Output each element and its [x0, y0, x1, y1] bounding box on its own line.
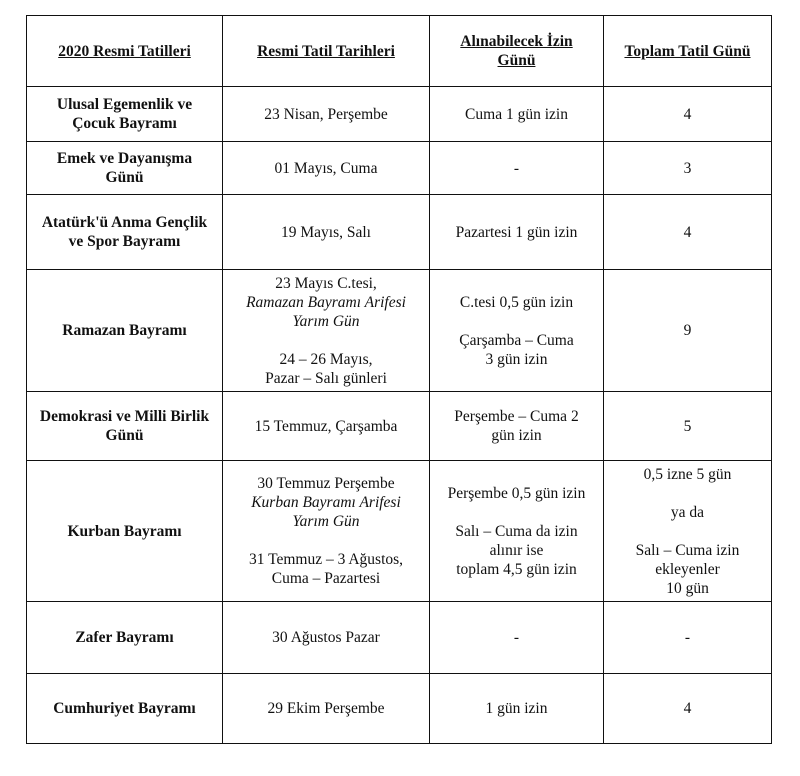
holiday-date-text: 30 Ağustos Pazar	[272, 629, 380, 646]
total-days-cell	[604, 270, 772, 392]
header-leave-days	[430, 16, 604, 87]
holiday-name-text: Atatürk'ü Anma Gençlik	[41, 214, 208, 231]
header-dates: Resmi Tatil Tarihleri	[223, 16, 430, 87]
total-days-text: 4	[683, 700, 692, 717]
holiday-table	[26, 15, 772, 744]
total-days-text: 0,5 izne 5 gün	[643, 465, 732, 483]
leave-days-text: Salı – Cuma da izin	[455, 522, 578, 540]
holiday-name-text: Günü	[105, 169, 144, 186]
leave-days-text: Çarşamba – Cuma	[459, 331, 574, 349]
table-row	[27, 602, 772, 674]
header-total-days: Toplam Tatil Günü	[604, 16, 772, 87]
table-row	[27, 87, 772, 142]
leave-days-cell	[430, 461, 604, 602]
leave-days-text: 1 gün izin	[485, 700, 548, 717]
leave-days-cell	[430, 87, 604, 142]
holiday-date-text: 30 Temmuz Perşembe	[257, 475, 395, 492]
holiday-name-cell	[27, 674, 223, 744]
header-leave-days-text: Alınabilecek İzin Günü	[460, 33, 573, 69]
leave-days-cell	[430, 674, 604, 744]
leave-days-cell	[430, 195, 604, 270]
holiday-name-text: ve Spor Bayramı	[68, 233, 181, 250]
header-holidays: 2020 Resmi Tatilleri	[27, 16, 223, 87]
holiday-name-text: Ulusal Egemenlik ve	[56, 96, 193, 113]
total-days-cell	[604, 602, 772, 674]
leave-days-text: Perşembe 0,5 gün izin	[447, 484, 586, 502]
holiday-name-text: Günü	[105, 427, 144, 444]
holiday-date-cell	[223, 392, 430, 461]
holiday-name-cell	[27, 195, 223, 270]
table-row	[27, 270, 772, 392]
holiday-name-cell	[27, 270, 223, 392]
table-row	[27, 674, 772, 744]
holiday-date-text: 31 Temmuz – 3 Ağustos,	[248, 551, 404, 568]
holiday-name-text: Emek ve Dayanışma	[56, 150, 193, 167]
holiday-date-text: Cuma – Pazartesi	[271, 570, 381, 587]
holiday-name-text: Demokrasi ve Milli Birlik	[39, 408, 210, 425]
holiday-date-text: 23 Mayıs C.tesi,	[275, 274, 377, 292]
total-days-text	[610, 484, 765, 503]
leave-days-text: -	[513, 629, 520, 646]
leave-days-text: alınır ise	[489, 541, 544, 559]
holiday-date-text: 01 Mayıs, Cuma	[274, 159, 378, 177]
total-days-text: Salı – Cuma izin	[635, 541, 740, 559]
holiday-date-text: 19 Mayıs, Salı	[281, 223, 371, 241]
total-days-text: 5	[683, 417, 692, 435]
total-days-text: 4	[683, 105, 692, 123]
holiday-name-cell	[27, 392, 223, 461]
table-row	[27, 142, 772, 195]
holiday-name-cell	[27, 461, 223, 602]
holiday-name-text: Cumhuriyet Bayramı	[53, 700, 196, 717]
total-days-cell	[604, 87, 772, 142]
total-days-text: 4	[683, 223, 692, 241]
holiday-date-cell	[223, 602, 430, 674]
holiday-name-cell	[27, 87, 223, 142]
total-days-text: -	[684, 629, 691, 646]
holiday-name-cell	[27, 142, 223, 195]
holiday-name-cell	[27, 602, 223, 674]
table-row	[27, 461, 772, 602]
holiday-date-cell	[223, 142, 430, 195]
header-row	[27, 16, 772, 87]
leave-days-text: Perşembe – Cuma 2	[454, 408, 579, 425]
leave-days-text: toplam 4,5 gün izin	[456, 560, 577, 578]
total-days-cell	[604, 195, 772, 270]
total-days-text: ya da	[670, 503, 705, 521]
total-days-cell	[604, 674, 772, 744]
total-days-text: 10 gün	[666, 579, 709, 597]
total-days-cell	[604, 392, 772, 461]
holiday-date-cell	[223, 270, 430, 392]
holiday-date-text: 23 Nisan, Perşembe	[264, 105, 388, 123]
holiday-name-text: Kurban Bayramı	[67, 522, 182, 540]
total-days-cell	[604, 142, 772, 195]
total-days-cell	[604, 461, 772, 602]
leave-days-text: 3 gün izin	[485, 350, 548, 368]
leave-days-text: Pazartesi 1 gün izin	[455, 223, 578, 241]
holiday-date-text: 15 Temmuz, Çarşamba	[254, 417, 398, 435]
leave-days-cell	[430, 392, 604, 461]
holiday-date-text: Kurban Bayramı Arifesi	[251, 494, 401, 511]
holiday-date-text: 29 Ekim Perşembe	[267, 700, 385, 717]
holiday-date-cell	[223, 195, 430, 270]
holiday-date-cell	[223, 461, 430, 602]
total-days-text: 3	[683, 159, 692, 177]
holiday-date-text: 24 – 26 Mayıs,	[279, 350, 373, 368]
holiday-date-cell	[223, 674, 430, 744]
holiday-date-text: Ramazan Bayramı Arifesi	[246, 293, 406, 311]
holiday-date-text: Yarım Gün	[292, 312, 360, 330]
holiday-date-text	[229, 531, 423, 550]
holiday-name-text: Zafer Bayramı	[75, 629, 174, 646]
holiday-name-text: Ramazan Bayramı	[62, 322, 187, 339]
holiday-date-text: Pazar – Salı günleri	[265, 369, 387, 387]
total-days-text	[610, 522, 765, 541]
total-days-text: ekleyenler	[655, 560, 720, 578]
leave-days-cell	[430, 602, 604, 674]
holiday-date-text: Yarım Gün	[292, 513, 360, 530]
leave-days-text: -	[513, 159, 520, 177]
leave-days-cell	[430, 270, 604, 392]
table-row	[27, 392, 772, 461]
holiday-name-text: Çocuk Bayramı	[72, 115, 177, 132]
holiday-date-text	[229, 331, 423, 350]
leave-days-text	[436, 503, 597, 522]
leave-days-text: C.tesi 0,5 gün izin	[459, 293, 574, 311]
holiday-date-cell	[223, 87, 430, 142]
leave-days-text: gün izin	[491, 427, 542, 444]
leave-days-text: Cuma 1 gün izin	[465, 105, 568, 123]
leave-days-text	[436, 312, 597, 331]
table-row	[27, 195, 772, 270]
total-days-text: 9	[683, 322, 692, 339]
leave-days-cell	[430, 142, 604, 195]
